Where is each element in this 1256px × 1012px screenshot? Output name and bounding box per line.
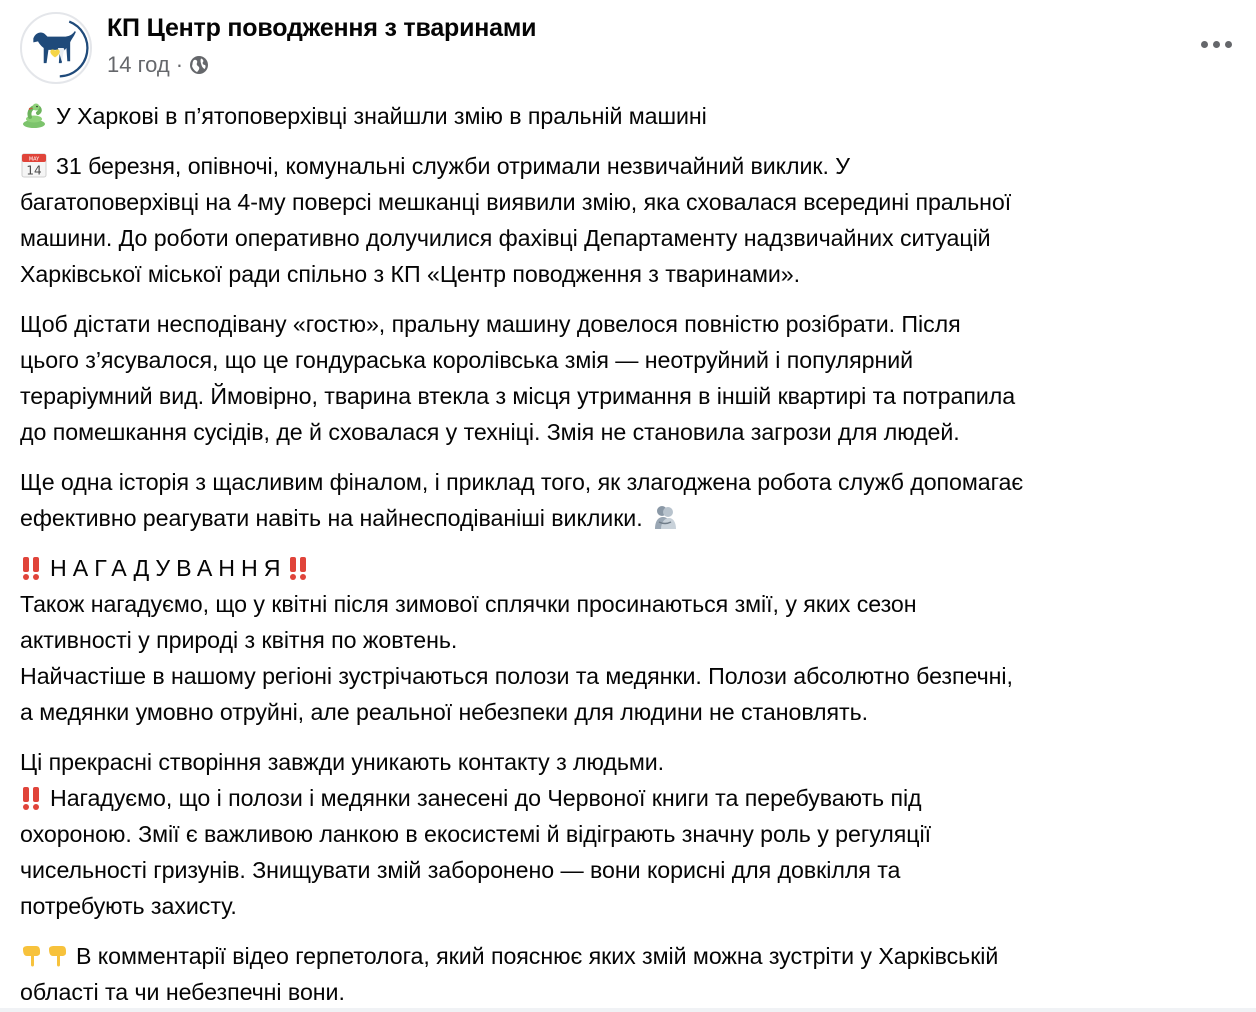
paragraph-text: тераріумний вид. Ймовірно, тварина втекла з місця утримання в іншій квартирі та потрапила (20, 383, 1016, 409)
paragraph-text: Ці прекрасні створіння завжди уникають контакту з людьми. (20, 749, 665, 775)
paragraph-text: області та чи небезпечні вони. (20, 979, 345, 1005)
people-hugging-emoji (651, 503, 679, 531)
paragraph-text: охороною. Змії є важливою ланкою в екосистемі й відіграють значну роль у регуляції (20, 821, 932, 847)
paragraph-text: Також нагадуємо, що у квітні після зимової сплячки просинаються змії, у яких сезон (20, 591, 917, 617)
paragraph-reminder (20, 550, 1250, 730)
paragraph-text: Харківської міської ради спільно з КП «Центр поводження з тваринами». (20, 261, 801, 287)
paragraph-text: машини. До роботи оперативно долучилися фахівці Департаменту надзвичайних ситуацій (20, 225, 991, 251)
post-timestamp[interactable]: 14 год (107, 52, 170, 77)
text-line (20, 550, 1250, 586)
more-dot (1225, 41, 1232, 48)
paragraph-incident (20, 148, 1250, 292)
backhand-index-pointing-down-emoji (46, 943, 70, 969)
text-line (20, 98, 1250, 134)
post-title-text: У Харкові в п’ятоповерхівці знайшли змію в пральній машині (56, 103, 707, 129)
paragraph-text: ефективно реагувати навіть на найнесподіваніші виклики. (20, 505, 643, 531)
paragraph-text: Щоб дістати несподівану «гостю», пральну машину довелося повністю розібрати. Після (20, 311, 961, 337)
post-header (18, 12, 1238, 86)
paragraph-text: потребують захисту. (20, 893, 237, 919)
dog-cat-heart-logo-icon (22, 14, 90, 82)
more-options-button[interactable] (1194, 26, 1238, 62)
reminder-heading: НАГАДУВАННЯ (50, 555, 287, 581)
post-divider (0, 1008, 1256, 1012)
backhand-index-pointing-down-emoji (20, 943, 44, 969)
page-name-link[interactable]: КП Центр поводження з тваринами (107, 14, 537, 42)
double-exclamation-emoji (20, 555, 44, 581)
snake-emoji (20, 101, 48, 129)
double-exclamation-emoji (287, 555, 311, 581)
more-dot (1213, 41, 1220, 48)
paragraph-text: Нагадуємо, що і полози і медянки занесені до Червоної книги та перебувають під (50, 785, 922, 811)
more-horizontal-icon (1201, 41, 1208, 48)
text-line (20, 500, 1250, 536)
paragraph-comments-pointer (20, 938, 1250, 1010)
text-line (20, 148, 1250, 184)
paragraph-happy-ending (20, 464, 1250, 536)
double-exclamation-emoji (20, 785, 44, 811)
avatar[interactable] (20, 12, 92, 84)
svg-text:14: 14 (26, 163, 42, 178)
text-line (20, 938, 1250, 974)
paragraph-rescue (20, 306, 1250, 450)
globe-icon[interactable] (189, 55, 209, 75)
post-body (20, 98, 1250, 1012)
paragraph-text: Ще одна історія з щасливим фіналом, і приклад того, як злагоджена робота служб допомагає (20, 469, 1024, 495)
meta-separator: · (175, 52, 184, 77)
text-line (20, 780, 1250, 816)
paragraph-text: а медянки умовно отруйні, але реальної небезпеки для людини не становлять. (20, 699, 869, 725)
paragraph-text: активності у природі з квітня по жовтень. (20, 627, 458, 653)
paragraph-text: цього з’ясувалося, що це гондураська королівська змія — неотруйний і популярний (20, 347, 914, 373)
post-meta (107, 52, 209, 78)
paragraph-text: до помешкання сусідів, де й сховалася у техніці. Змія не становила загрози для людей. (20, 419, 960, 445)
paragraph-text: В комментарії відео герпетолога, який пояснює яких змій можна зустріти у Харківській (76, 943, 999, 969)
post-title-paragraph (20, 98, 1250, 134)
calendar-emoji (20, 151, 48, 179)
svg-text:MAY: MAY (28, 156, 40, 163)
paragraph-protection (20, 744, 1250, 924)
paragraph-text: чисельності гризунів. Знищувати змій заборонено — вони корисні для довкілля та (20, 857, 901, 883)
paragraph-text: 31 березня, опівночі, комунальні служби отримали незвичайний виклик. У (56, 153, 850, 179)
paragraph-text: багатоповерхівці на 4-му поверсі мешканці виявили змію, яка сховалася всередині пральної (20, 189, 1012, 215)
paragraph-text: Найчастіше в нашому регіоні зустрічаються полози та медянки. Полози абсолютно безпечні, (20, 663, 1013, 689)
